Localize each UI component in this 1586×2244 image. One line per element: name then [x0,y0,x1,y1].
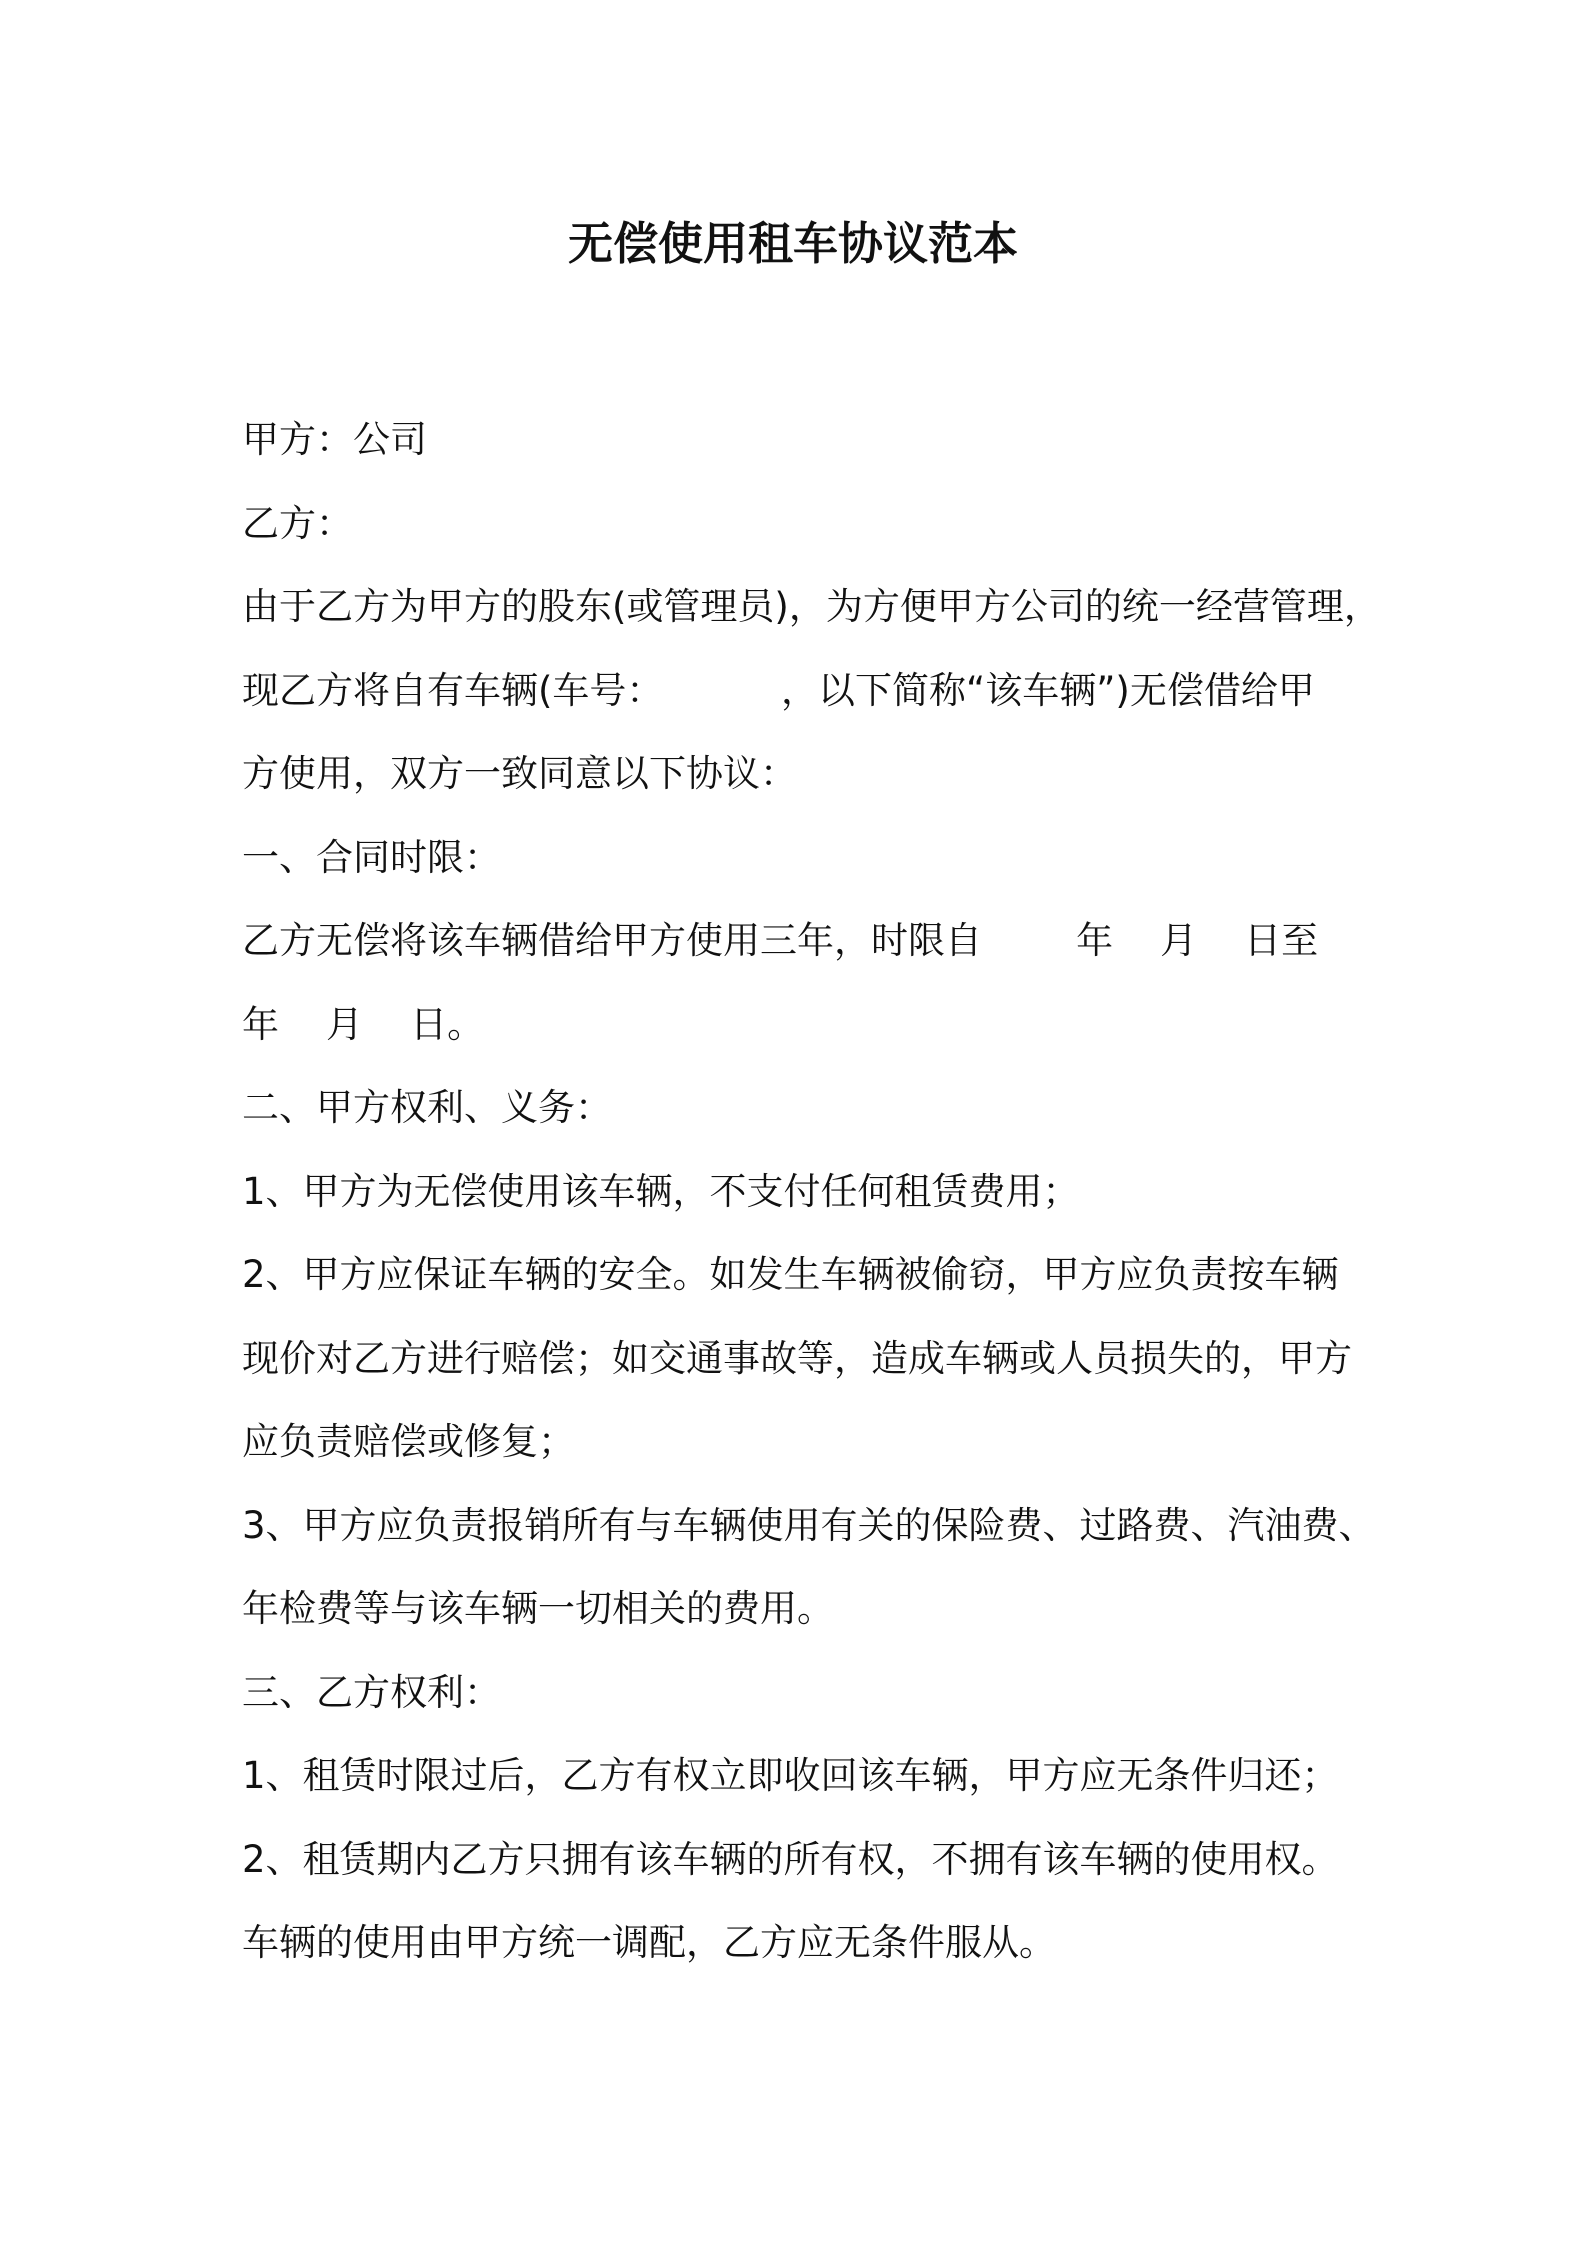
section-heading-1: 一、合同时限： [242,835,501,879]
document-title: 无偿使用租车协议范本 [567,217,1018,270]
section-1-line-2: 年 月 日。 [242,1002,485,1046]
section-3-item-1: 1、租赁时限过后，乙方有权立即收回该车辆，甲方应无条件归还； [242,1754,1339,1797]
section-2-item-2-line-1: 2、甲方应保证车辆的安全。如发生车辆被偷窃，甲方应负责按车辆 [242,1253,1339,1296]
preamble-line-2: 现乙方将自有车辆(车号： ，以下简称“该车辆”)无偿借给甲 [242,668,1315,712]
party-a-line: 甲方：公司 [242,418,427,461]
preamble-line-1: 由于乙方为甲方的股东(或管理员)，为方便甲方公司的统一经营管理， [242,585,1381,628]
section-3-item-2-line-2: 车辆的使用由甲方统一调配，乙方应无条件服从。 [242,1921,1056,1964]
section-heading-3: 三、乙方权利： [242,1670,501,1714]
section-2-item-3-line-2: 年检费等与该车辆一切相关的费用。 [242,1587,834,1630]
preamble-line-3: 方使用，双方一致同意以下协议： [242,752,797,795]
section-2-item-3-line-1: 3、甲方应负责报销所有与车辆使用有关的保险费、过路费、汽油费、 [242,1503,1376,1547]
section-heading-2: 二、甲方权利、义务： [242,1086,612,1129]
party-b-line: 乙方： [242,501,353,545]
section-2-item-2-line-3: 应负责赔偿或修复； [242,1420,575,1463]
section-2-item-2-line-2: 现价对乙方进行赔偿；如交通事故等，造成车辆或人员损失的，甲方 [242,1336,1352,1380]
section-3-item-2-line-1: 2、租赁期内乙方只拥有该车辆的所有权，不拥有该车辆的使用权。 [242,1837,1339,1881]
document-body [242,410,1381,1997]
section-1-line-1: 乙方无偿将该车辆借给甲方使用三年，时限自 年 月 日至 [242,919,1319,962]
section-2-item-1: 1、甲方为无偿使用该车辆，不支付任何租赁费用； [242,1169,1080,1213]
